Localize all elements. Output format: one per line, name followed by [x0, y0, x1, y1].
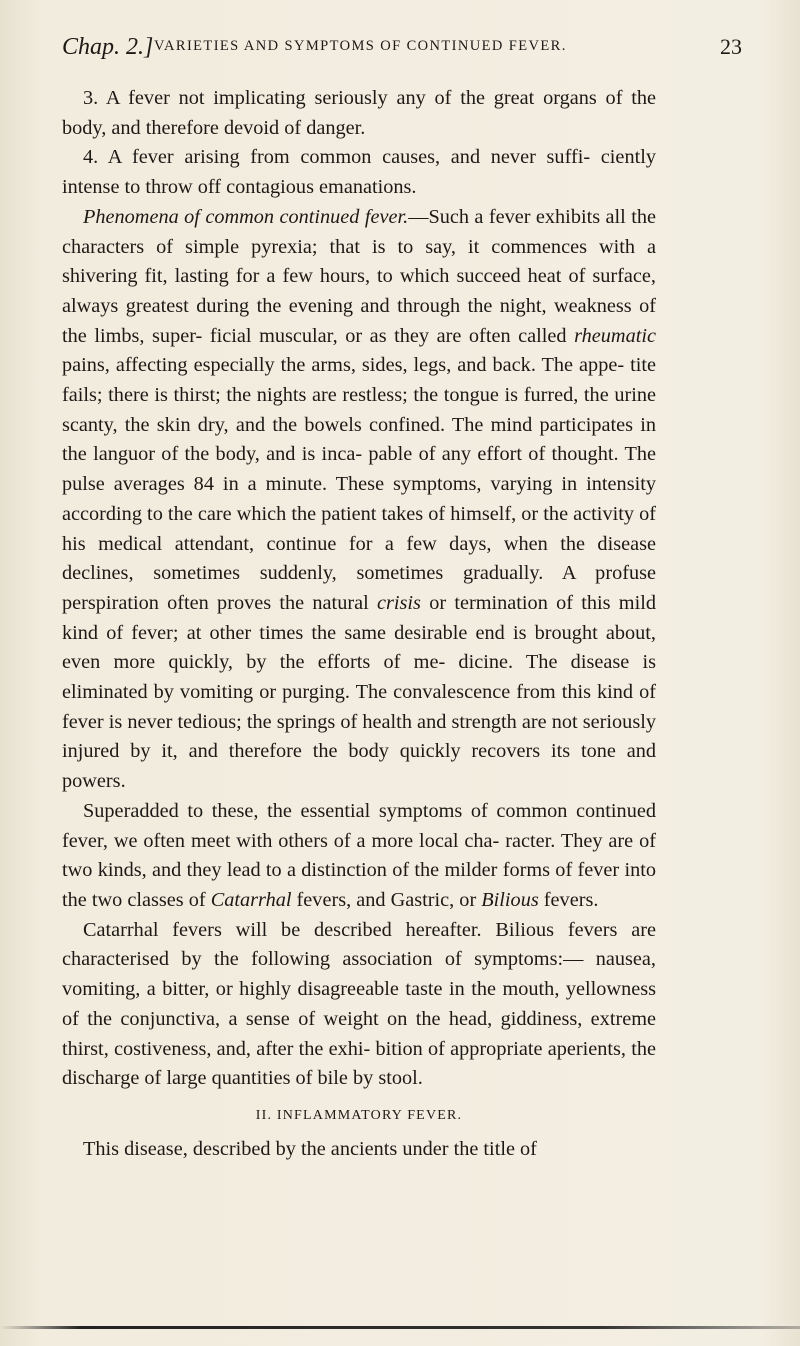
paragraph-phenomena	[62, 203, 656, 797]
paragraph-superadded	[62, 797, 656, 916]
chapter-label: Chap. 2.]	[62, 34, 154, 60]
italic-term: Bilious	[481, 888, 539, 911]
paragraph-item-4	[62, 143, 656, 202]
paragraph-text: fevers.	[538, 888, 599, 911]
paragraph-text: Catarrhal fevers will be described hereafter. Bilious fevers are characterised by the following association of symptoms:— nausea, vomiting, a bitter, or highly disagreeable taste in the mouth, yellowness of the conjunctiva, a sense of weight on the head, giddiness, extreme thirst, costiveness, and, after the exhi- bition of appropriate aperients, the discharge of large quantities of bile by stool.	[62, 918, 656, 1090]
paragraph-catarrhal	[62, 916, 656, 1094]
italic-term: crisis	[376, 591, 421, 614]
italic-term: rheumatic	[574, 324, 656, 347]
paragraph-text: 3. A fever not implicating seriously any of the great organs of the body, and therefore devoid of danger.	[62, 87, 656, 139]
page-number: 23	[720, 34, 742, 59]
paragraph-last-line: This disease, described by the ancients under the title of	[83, 1137, 537, 1160]
paragraph-item-3	[62, 84, 656, 143]
body-text	[62, 84, 656, 1164]
section-heading: II. INFLAMMATORY FEVER.	[255, 1107, 463, 1123]
bottom-rule	[0, 1326, 800, 1329]
paragraph-text: —Such a fever exhibits all the characters of simple pyrexia; that is to say, it commences with a shivering fit, lasting for a few hours, to which succeed heat of surface, always greatest during the evening and through the night, weakness of the limbs, super- ficial muscular, or as they are often called	[62, 205, 656, 347]
running-title: VARIETIES AND SYMPTOMS OF CONTINUED FEVER.	[154, 38, 567, 54]
paragraph-text: or termination of this mild kind of fever; at other times the same desirable end is brought about, even more quickly, by the efforts of me- dicine. The disease is eliminated by vomiting or purging. The convalescence from this kind of fever is never tedious; the springs of health and strength are not seriously injured by it, and therefore the body quickly recovers its tone and powers.	[62, 591, 656, 793]
paragraph-text: pains, affecting especially the arms, sides, legs, and back. The appe- tite fails; there is thirst; the nights are restless; the tongue is furred, the urine scanty, the skin dry, and the bowels confined. The mind participates in the languor of the body, and is inca- pable of any effort of thought. The pulse averages 84 in a minute. These symptoms, varying in intensity according to the care which the patient takes of himself, or the activity of his medical attendant, continue for a few days, when the disease declines, sometimes suddenly, sometimes gradually. A profuse perspiration often proves the natural	[62, 354, 656, 614]
paragraph-text: 4. A fever arising from common causes, and never suffi- ciently intense to throw off contagious emanations.	[62, 146, 656, 199]
italic-heading: Phenomena of common continued fever.	[83, 205, 409, 228]
running-header	[62, 28, 742, 68]
paragraph-text: Superadded to these, the essential symptoms of common continued fever, we often meet with others of a more local cha- racter. They are of two kinds, and they lead to a distinction of the milder forms of fever into the two classes of	[62, 799, 656, 911]
italic-term: Catarrhal	[210, 888, 292, 911]
paragraph-text: fevers, and Gastric, or	[291, 888, 482, 911]
